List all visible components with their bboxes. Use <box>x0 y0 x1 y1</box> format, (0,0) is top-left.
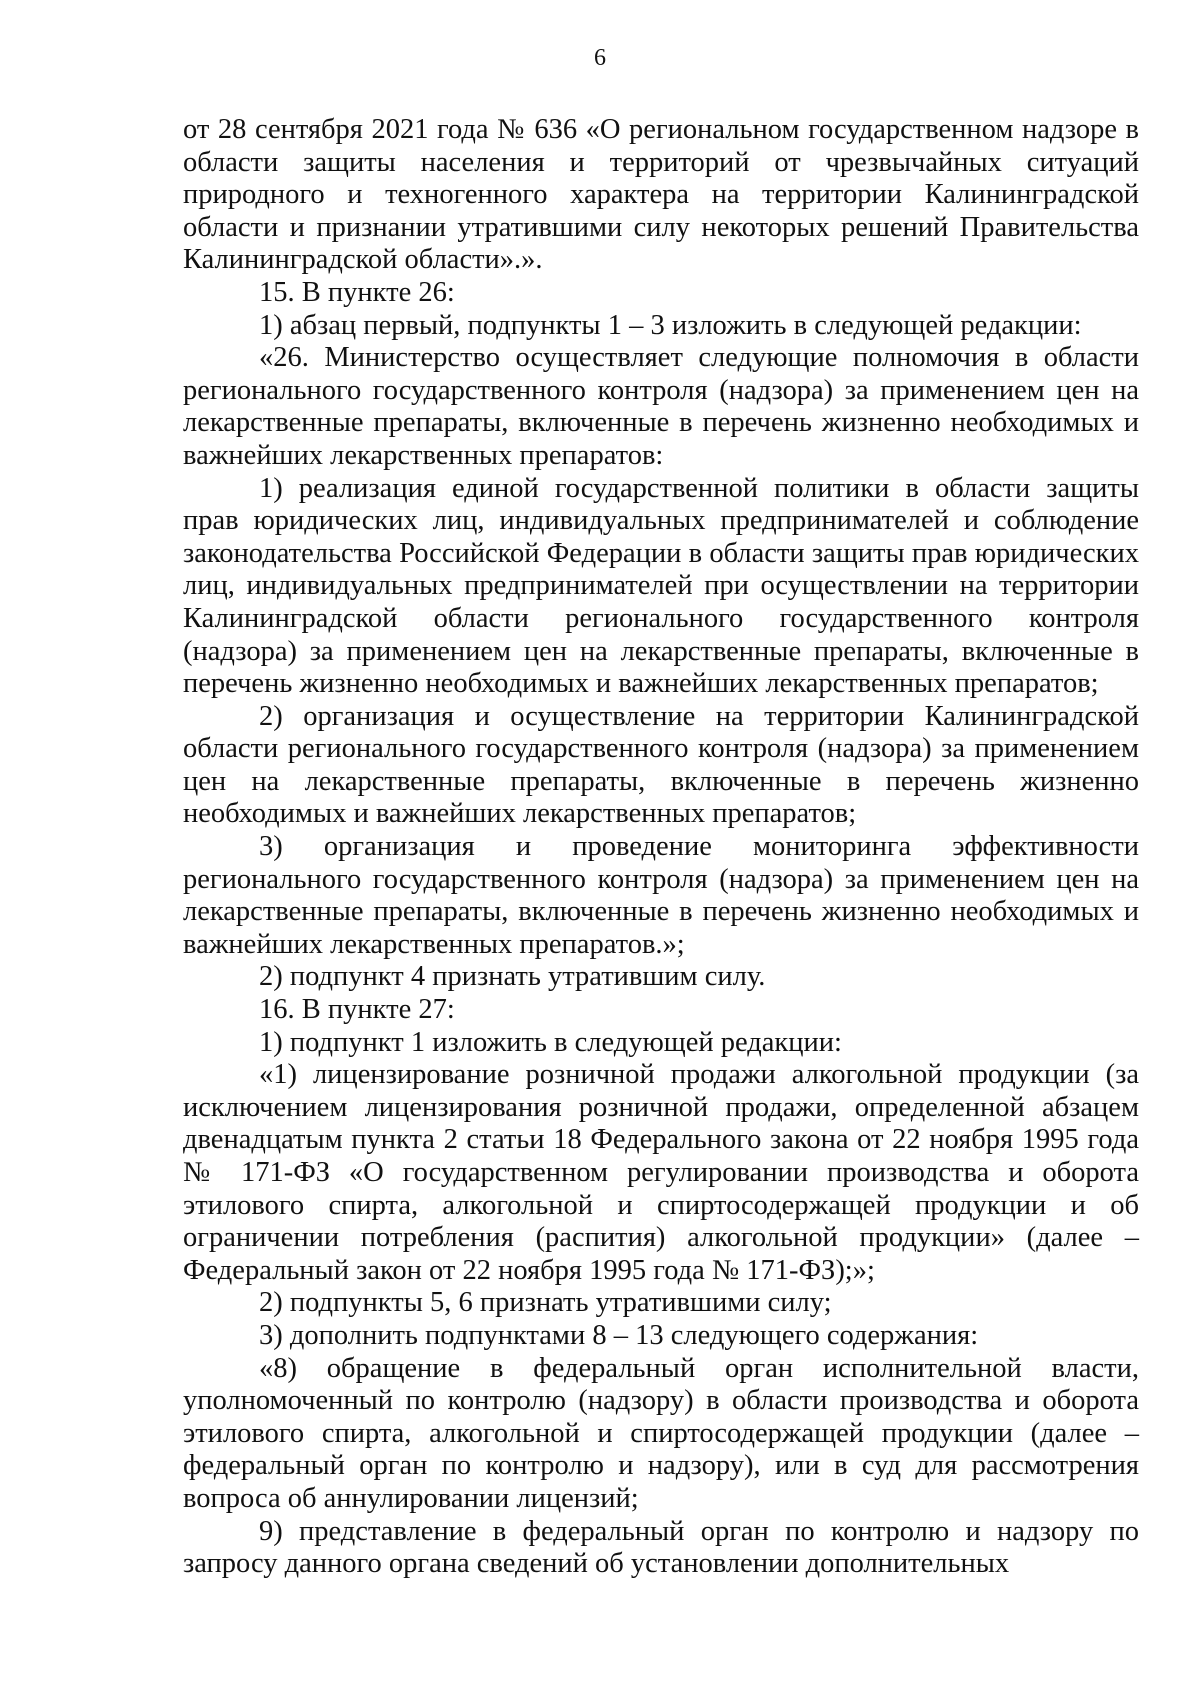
paragraph: 1) подпункт 1 изложить в следующей редакции: <box>259 1026 842 1058</box>
paragraph: «26. Министерство осуществляет следующие полномочия в области регионального государственного контроля (надзора) за применением цен на лекарственные препараты, включенные в перечень жизненно необходимых и важнейших лекарственных препаратов: <box>183 342 1139 471</box>
paragraph: 9) представление в федеральный орган по контролю и надзору по запросу данного органа сведений об установлении дополнительных <box>183 1515 1139 1580</box>
paragraph: 3) дополнить подпунктами 8 – 13 следующего содержания: <box>259 1319 979 1351</box>
paragraph: 3) организация и проведение мониторинга эффективности регионального государственного контроля (надзора) за применением цен на лекарственные препараты, включенные в перечень жизненно необходимых и важнейших лекарственных препаратов.»; <box>183 831 1139 960</box>
paragraph: 2) организация и осуществление на территории Калининградской области регионального государственного контроля (надзора) за применением цен на лекарственные препараты, включенные в перечень жизненно необходимых и важнейших лекарственных препаратов; <box>183 700 1139 830</box>
paragraph: 16. В пункте 27: <box>259 994 455 1026</box>
paragraph: 2) подпункты 5, 6 признать утратившими силу; <box>259 1287 832 1319</box>
paragraph: 1) реализация единой государственной политики в области защиты прав юридических лиц, индивидуальных предпринимателей и соблюдение законодательства Российской Федерации в области защиты прав юридических лиц, индивидуальных предпринимателей при осуществлении на территории Калининградской области регионального государственного контроля (надзора) за применением цен на лекарственные препараты, включенные в перечень жизненно необходимых и важнейших лекарственных препаратов; <box>183 472 1139 700</box>
paragraph: 15. В пункте 26: <box>259 276 455 308</box>
paragraph: 2) подпункт 4 признать утратившим силу. <box>259 961 766 993</box>
paragraph: 1) абзац первый, подпункты 1 – 3 изложить в следующей редакции: <box>259 309 1082 341</box>
page-number: 6 <box>594 45 606 71</box>
document-body <box>183 114 1139 1581</box>
paragraph: «1) лицензирование розничной продажи алкогольной продукции (за исключением лицензирования розничной продажи, определенной абзацем двенадцатым пункта 2 статьи 18 Федерального закона от 22 ноября 1995 года № 171-ФЗ «О государственном регулировании производства и оборота этилового спирта, алкогольной и спиртосодержащей продукции и об ограничении потребления (распития) алкогольной продукции» (далее – Федеральный закон от 22 ноября 1995 года № 171-ФЗ);»; <box>183 1059 1139 1286</box>
paragraph: «8) обращение в федеральный орган исполнительной власти, уполномоченный по контролю (надзору) в области производства и оборота этилового спирта, алкогольной и спиртосодержащей продукции (далее – федеральный орган по контролю и надзору), или в суд для рассмотрения вопроса об аннулировании лицензий; <box>183 1352 1139 1514</box>
paragraph: от 28 сентября 2021 года № 636 «О региональном государственном надзоре в области защиты населения и территорий от чрезвычайных ситуаций природного и техногенного характера на территории Калининградской области и признании утратившими силу некоторых решений Правительства Калининградской области».». <box>183 114 1139 276</box>
